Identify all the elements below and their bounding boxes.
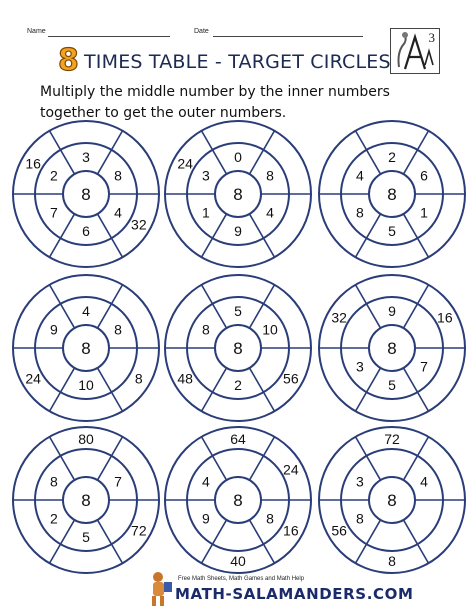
spoke-line — [356, 285, 381, 328]
center-number: 8 — [387, 491, 397, 510]
target-circle — [13, 427, 159, 573]
center-number: 8 — [81, 491, 91, 510]
inner-number: 8 — [356, 510, 364, 527]
inner-number: 1 — [420, 204, 428, 221]
name-label: Name — [27, 28, 46, 35]
grade-number: 3 — [428, 30, 435, 45]
outer-number: 80 — [78, 431, 94, 447]
inner-number: 8 — [266, 167, 274, 184]
inner-number: 9 — [50, 321, 58, 338]
inner-number: 7 — [50, 204, 58, 221]
outer-number: 16 — [283, 522, 299, 539]
spoke-line — [98, 368, 123, 411]
inner-number: 3 — [356, 358, 364, 375]
outer-number: 8 — [388, 553, 396, 569]
salamander-footer-icon — [147, 570, 173, 613]
inner-number: 5 — [82, 529, 90, 545]
outer-number: 48 — [177, 370, 193, 387]
target-circle — [165, 275, 311, 421]
outer-number: 16 — [25, 155, 41, 172]
inner-number: 8 — [114, 167, 122, 184]
inner-number: 7 — [420, 358, 428, 375]
outer-number: 40 — [230, 553, 246, 569]
inner-number: 8 — [266, 510, 274, 527]
inner-number: 6 — [82, 223, 90, 239]
center-number: 8 — [81, 185, 91, 204]
title-number: 8 — [58, 43, 79, 78]
outer-number: 72 — [384, 431, 400, 447]
inner-number: 4 — [202, 473, 210, 490]
inner-number: 4 — [356, 167, 364, 184]
inner-number: 2 — [234, 377, 242, 393]
outer-number: 24 — [25, 370, 41, 387]
inner-number: 5 — [388, 377, 396, 393]
outer-number: 72 — [131, 522, 147, 539]
inner-number: 3 — [82, 149, 90, 165]
target-circle — [319, 427, 465, 573]
inner-number: 4 — [420, 473, 428, 490]
target-circle — [13, 121, 159, 267]
spoke-line — [202, 368, 227, 411]
inner-number: 8 — [50, 473, 58, 490]
inner-number: 9 — [388, 303, 396, 319]
center-number: 8 — [81, 339, 91, 358]
outer-number: 16 — [437, 309, 453, 326]
inner-number: 3 — [356, 473, 364, 490]
footer-site: MATH-SALAMANDERS.COM — [175, 585, 414, 603]
spoke-line — [404, 285, 429, 328]
inner-number: 3 — [202, 167, 210, 184]
inner-number: 5 — [388, 223, 396, 239]
target-circle — [319, 121, 465, 267]
target-circle — [13, 275, 159, 421]
center-number: 8 — [387, 185, 397, 204]
center-number: 8 — [233, 491, 243, 510]
instructions: Multiply the middle number by the inner numbers together to get the outer numbers. — [40, 84, 390, 121]
center-number: 8 — [233, 339, 243, 358]
inner-number: 4 — [266, 204, 274, 221]
page-title: TIMES TABLE - TARGET CIRCLES — [84, 51, 391, 73]
inner-number: 4 — [114, 204, 122, 221]
date-label: Date — [194, 28, 209, 35]
inner-number: 4 — [82, 303, 90, 319]
outer-number: 32 — [131, 216, 147, 233]
target-circle — [165, 121, 311, 267]
inner-number: 10 — [262, 321, 278, 338]
inner-number: 8 — [114, 321, 122, 338]
spoke-line — [50, 368, 75, 411]
outer-number: 64 — [230, 431, 246, 447]
inner-number: 2 — [388, 149, 396, 165]
inner-number: 8 — [356, 204, 364, 221]
inner-number: 2 — [50, 510, 58, 527]
inner-number: 1 — [202, 204, 210, 221]
spoke-line — [250, 437, 275, 480]
outer-number: 32 — [331, 309, 347, 326]
inner-number: 7 — [114, 473, 122, 490]
inner-number: 10 — [78, 377, 94, 393]
center-number: 8 — [387, 339, 397, 358]
target-circle — [165, 427, 311, 573]
outer-number: 56 — [331, 522, 347, 539]
target-circle — [319, 275, 465, 421]
outer-number: 24 — [283, 461, 299, 478]
inner-number: 9 — [202, 510, 210, 527]
inner-number: 8 — [202, 321, 210, 338]
inner-number: 5 — [234, 303, 242, 319]
inner-number: 6 — [420, 167, 428, 184]
footer-tagline: Free Math Sheets, Math Games and Math Help — [178, 576, 305, 582]
inner-number: 2 — [50, 167, 58, 184]
inner-number: 0 — [234, 149, 242, 165]
spoke-line — [250, 368, 275, 411]
outer-number: 56 — [283, 370, 299, 387]
outer-number: 8 — [134, 370, 143, 387]
outer-number: 24 — [177, 155, 193, 172]
inner-number: 9 — [234, 223, 242, 239]
center-number: 8 — [233, 185, 243, 204]
spoke-line — [98, 520, 123, 563]
spoke-line — [404, 520, 429, 563]
